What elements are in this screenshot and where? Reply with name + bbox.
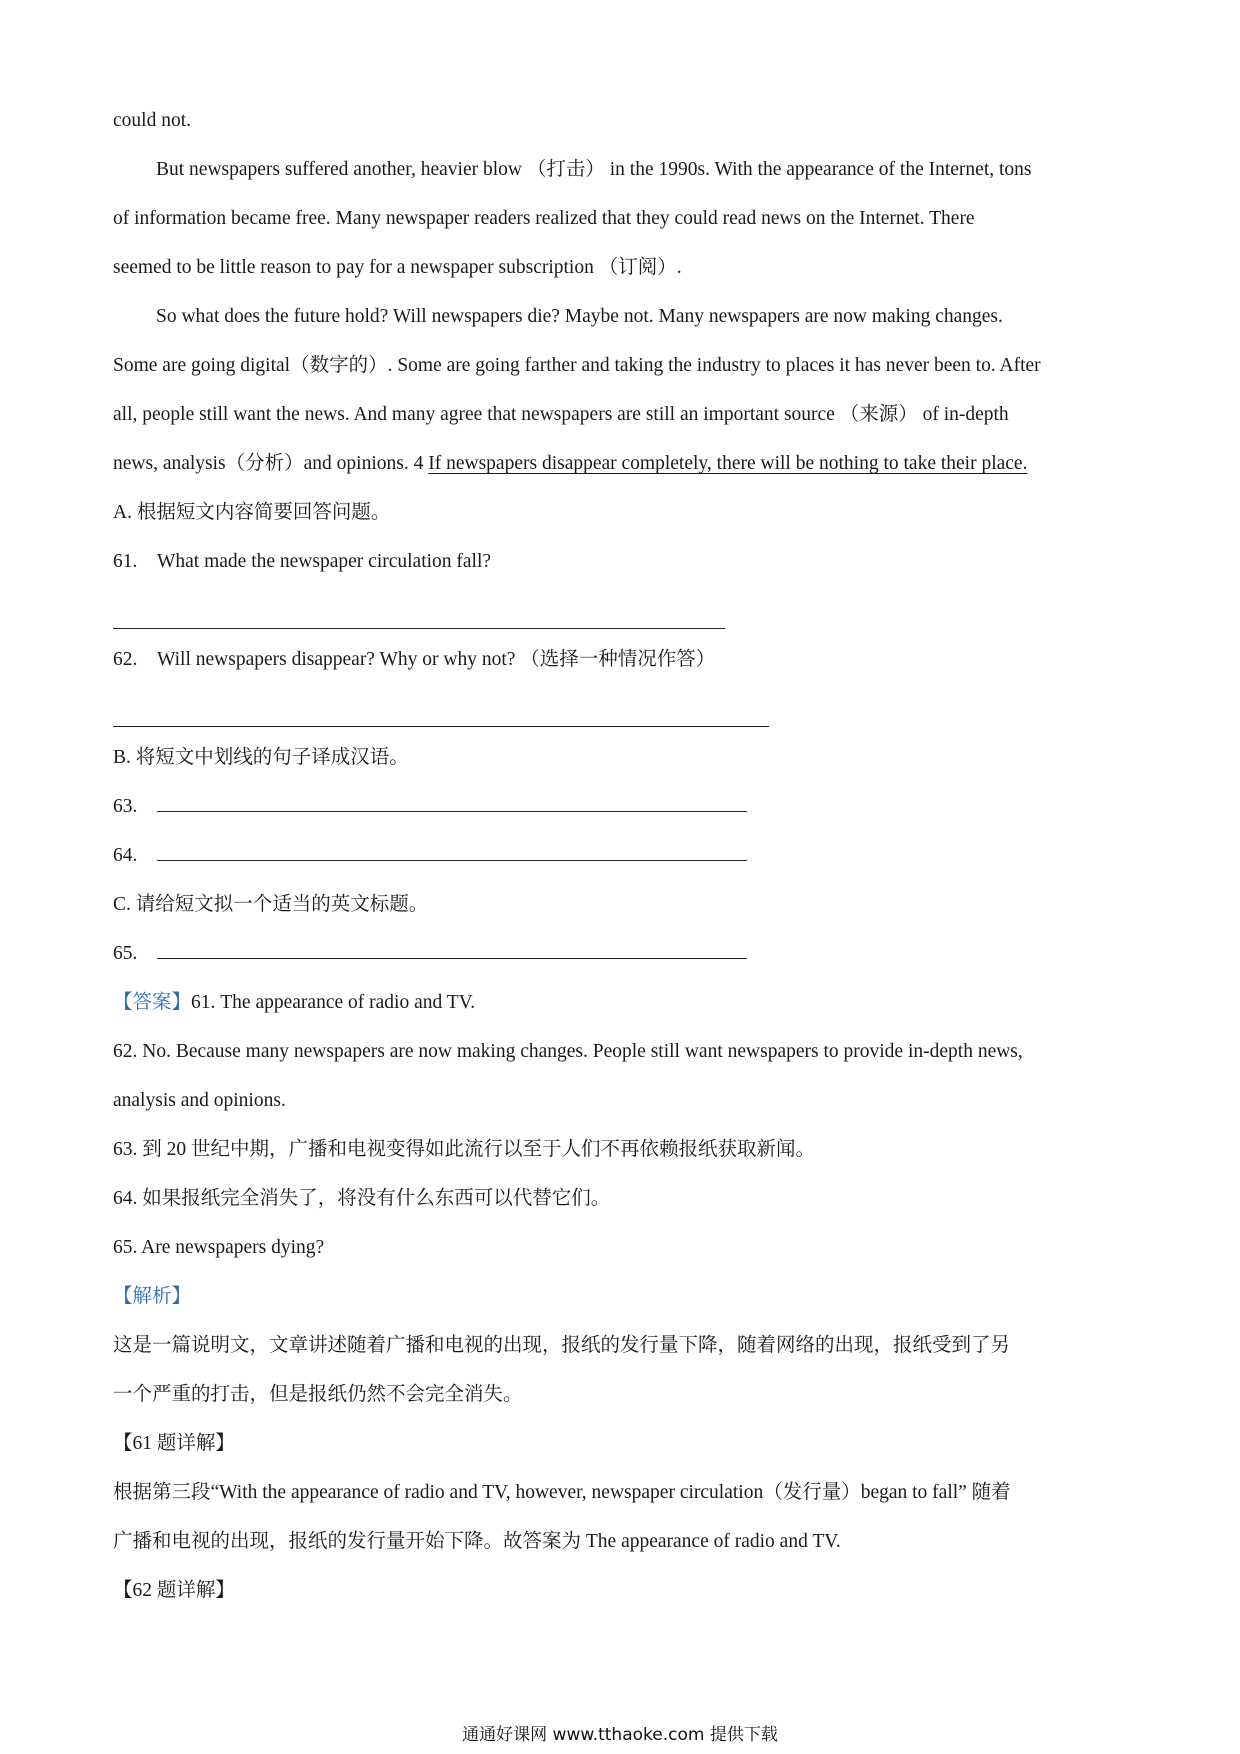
footer-source: 通通好课网 www.tthaoke.com 提供下载 — [462, 1725, 778, 1745]
question-62 — [113, 635, 1130, 684]
section-c-heading: C. 请给短文拟一个适当的英文标题。 — [113, 894, 429, 915]
question-number: 61. — [113, 551, 138, 572]
answer-64: 64. 如果报纸完全消失了，将没有什么东西可以代替它们。 — [113, 1188, 611, 1209]
passage-paragraph-2-line-3: seemed to be little reason to pay for a newspaper subscription （订阅）. — [113, 257, 682, 278]
analysis-summary-line-2: 一个严重的打击，但是报纸仍然不会完全消失。 — [113, 1384, 523, 1405]
answer-61: 61. The appearance of radio and TV. — [191, 992, 476, 1013]
document-page — [113, 96, 1130, 1615]
answer-blank-61[interactable] — [113, 586, 1130, 635]
question-64 — [113, 831, 1130, 880]
question-61 — [113, 537, 1130, 586]
question-number: 64. — [113, 845, 138, 866]
detail-61-line-2: 广播和电视的出现，报纸的发行量开始下降。故答案为 The appearance of radio and TV. — [113, 1531, 841, 1552]
passage-text: news, analysis（分析）and opinions. 4 — [113, 453, 429, 474]
passage-paragraph-2-line-1: But newspapers suffered another, heavier blow （打击） in the 1990s. With the appearance of the Internet, tons — [156, 159, 1032, 180]
question-number: 62. — [113, 649, 138, 670]
question-text: Will newspapers disappear? Why or why not? （选择一种情况作答） — [157, 649, 716, 670]
blank-line — [113, 604, 725, 629]
answer-label: 【答案】 — [113, 992, 192, 1013]
passage-paragraph-2-line-2: of information became free. Many newspaper readers realized that they could read news on the Internet. There — [113, 208, 975, 229]
question-text: What made the newspaper circulation fall? — [157, 551, 492, 572]
answer-63: 63. 到 20 世纪中期，广播和电视变得如此流行以至于人们不再依赖报纸获取新闻。 — [113, 1139, 816, 1160]
answer-blank-63[interactable] — [157, 787, 747, 812]
passage-line: could not. — [113, 110, 191, 131]
section-b-heading: B. 将短文中划线的句子译成汉语。 — [113, 747, 409, 768]
detail-61-line-1: 根据第三段“With the appearance of radio and TV, however, newspaper circulation（发行量）began to fall” 随着 — [113, 1482, 1011, 1503]
answer-blank-64[interactable] — [157, 836, 747, 861]
passage-paragraph-3-line-3: all, people still want the news. And many agree that newspapers are still an important source （来源） of in-depth — [113, 404, 1009, 425]
question-65 — [113, 929, 1130, 978]
analysis-label: 【解析】 — [113, 1286, 192, 1307]
answer-65: 65. Are newspapers dying? — [113, 1237, 325, 1258]
question-number: 65. — [113, 943, 138, 964]
answer-62-line-1: 62. No. Because many newspapers are now making changes. People still want newspapers to provide in-depth news, — [113, 1041, 1023, 1062]
question-number: 63. — [113, 796, 138, 817]
question-63 — [113, 782, 1130, 831]
detail-62-title: 【62 题详解】 — [113, 1580, 235, 1601]
answer-blank-65[interactable] — [157, 934, 747, 959]
answer-blank-62[interactable] — [113, 684, 1130, 733]
underlined-sentence: If newspapers disappear completely, there will be nothing to take their place. — [428, 453, 1028, 474]
passage-paragraph-3-line-1: So what does the future hold? Will newspapers die? Maybe not. Many newspapers are now making changes. — [156, 306, 1003, 327]
blank-line — [113, 702, 769, 727]
passage-paragraph-3-line-4 — [113, 439, 1130, 488]
passage-paragraph-3-line-2: Some are going digital（数字的）. Some are going farther and taking the industry to places it has never been to. After — [113, 355, 1041, 376]
answer-62-line-2: analysis and opinions. — [113, 1090, 286, 1111]
analysis-summary-line-1: 这是一篇说明文，文章讲述随着广播和电视的出现，报纸的发行量下降，随着网络的出现，报纸受到了另 — [113, 1335, 1011, 1356]
section-a-heading: A. 根据短文内容简要回答问题。 — [113, 502, 391, 523]
answer-61-line — [113, 978, 1130, 1027]
detail-61-title: 【61 题详解】 — [113, 1433, 235, 1454]
